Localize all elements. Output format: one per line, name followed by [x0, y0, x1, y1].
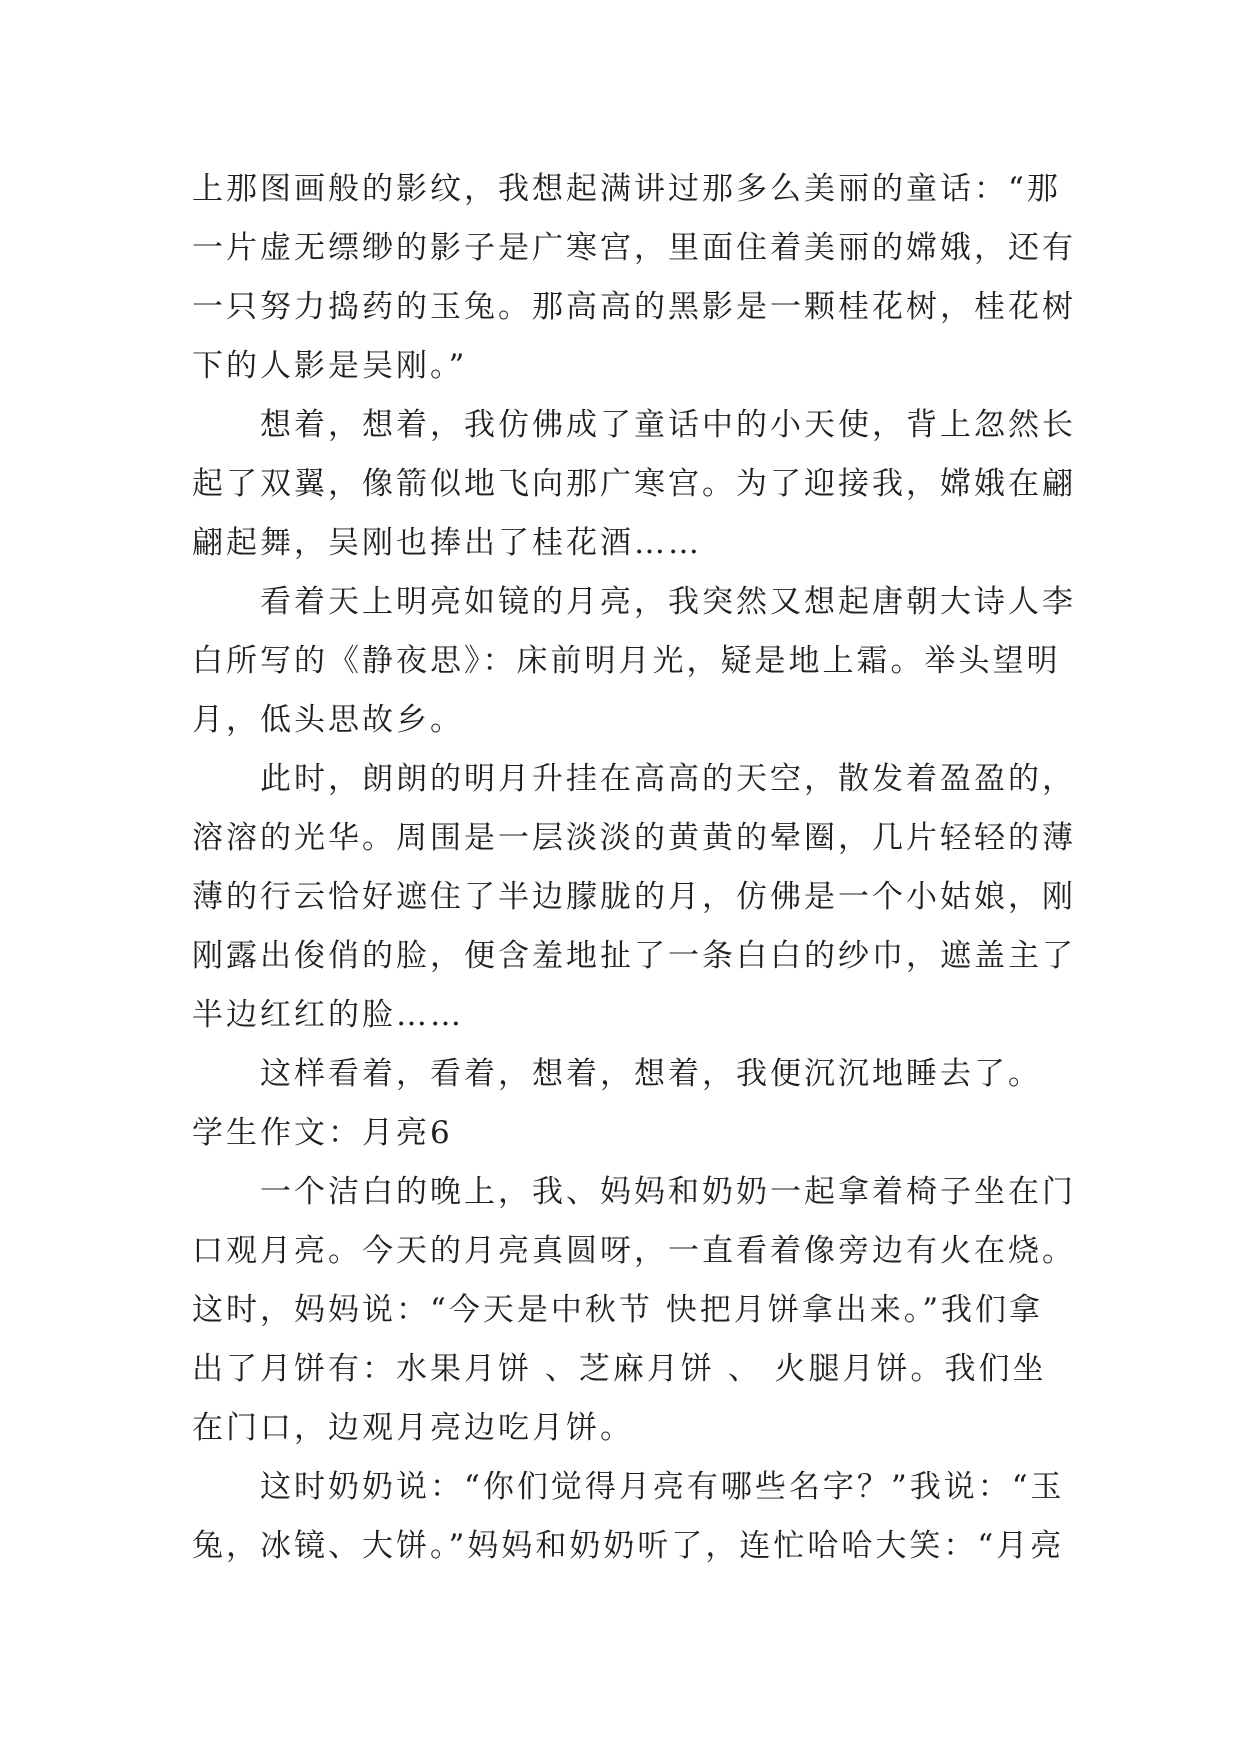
text-line: 溶溶的光华。周围是一层淡淡的黄黄的晕圈，几片轻轻的薄: [192, 820, 1076, 856]
text-line: 薄的行云恰好遮住了半边朦胧的月，仿佛是一个小姑娘，刚: [192, 879, 1076, 915]
section-heading: 学生作文：月亮6: [192, 1115, 453, 1151]
text-line: 白所写的《静夜思》：床前明月光，疑是地上霜。举头望明: [192, 643, 1061, 679]
text-line: 下的人影是吴刚。”: [192, 348, 468, 384]
text-line: 想着，想着，我仿佛成了童话中的小天使，背上忽然长: [192, 407, 1076, 443]
text-line: 半边红红的脸……: [192, 997, 464, 1033]
text-line: 在门口，边观月亮边吃月饼。: [192, 1410, 634, 1446]
text-line: 口观月亮。今天的月亮真圆呀，一直看着像旁边有火在烧。: [192, 1233, 1076, 1269]
text-line: 这时奶奶说：“你们觉得月亮有哪些名字？”我说：“玉: [192, 1469, 1065, 1505]
text-line: 翩起舞，吴刚也捧出了桂花酒……: [192, 525, 702, 561]
text-line: 刚露出俊俏的脸，便含羞地扯了一条白白的纱巾，遮盖主了: [192, 938, 1076, 974]
text-line: 此时，朗朗的明月升挂在高高的天空，散发着盈盈的，: [192, 761, 1076, 797]
text-line: 上那图画般的影纹，我想起满讲过那多么美丽的童话：“那: [192, 171, 1061, 207]
text-line: 看着天上明亮如镜的月亮，我突然又想起唐朝大诗人李: [192, 584, 1076, 620]
text-line: 这样看着，看着，想着，想着，我便沉沉地睡去了。: [192, 1056, 1042, 1092]
text-line: 月，低头思故乡。: [192, 702, 464, 738]
text-line: 起了双翼，像箭似地飞向那广寒宫。为了迎接我，嫦娥在翩: [192, 466, 1076, 502]
text-line: 出了月饼有：水果月饼 、芝麻月饼 、 火腿月饼。我们坐: [192, 1351, 1047, 1387]
text-line: 一片虚无缥缈的影子是广寒宫，里面住着美丽的嫦娥，还有: [192, 230, 1076, 266]
text-line: 一个洁白的晚上，我、妈妈和奶奶一起拿着椅子坐在门: [192, 1174, 1076, 1210]
text-line: 一只努力捣药的玉兔。那高高的黑影是一颗桂花树，桂花树: [192, 289, 1076, 325]
text-line: 这时，妈妈说：“今天是中秋节 快把月饼拿出来。”我们拿: [192, 1292, 1044, 1328]
document-body: [192, 160, 1076, 1576]
text-line: 兔，冰镜、大饼。”妈妈和奶奶听了，连忙哈哈大笑：“月亮: [192, 1528, 1065, 1564]
